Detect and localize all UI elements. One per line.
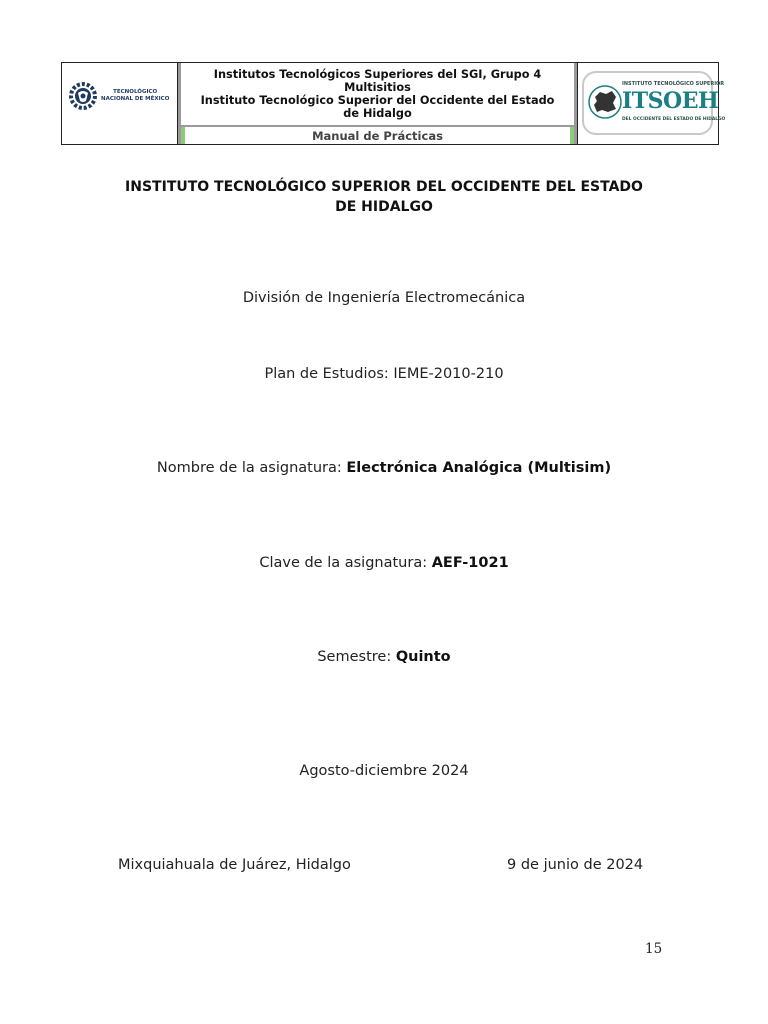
manual-subtitle: Manual de Prácticas — [181, 125, 574, 144]
subject-label: Nombre de la asignatura: — [156, 460, 347, 476]
semester-value: Quinto — [395, 649, 451, 665]
tecnm-logo-cell — [62, 63, 178, 144]
subject-key — [0, 555, 768, 571]
itsoeh-logo — [582, 71, 726, 135]
study-plan-text: Plan de Estudios: IEME-2010-210 — [264, 366, 504, 382]
header-institutions — [181, 63, 574, 125]
page-number: 15 — [645, 941, 663, 957]
tecnm-logo-text-line2: NACIONAL DE MÉXICO — [101, 96, 170, 102]
subject-value: Electrónica Analógica (Multisim) — [346, 460, 612, 476]
header-line-1: Institutos Tecnológicos Superiores del SGI, Grupo 4 — [213, 68, 542, 81]
division-text: División de Ingeniería Electromecánica — [242, 290, 526, 306]
itsoeh-logo-name: ITSOEH — [622, 88, 719, 114]
semester-label: Semestre: — [317, 649, 396, 665]
page-title-line-2: DE HIDALGO — [335, 199, 433, 215]
header-line-2: Multisitios — [344, 81, 411, 94]
state-map-icon — [588, 85, 622, 119]
tecnm-logo-text-line1: TECNOLÓGICO — [113, 89, 158, 95]
gear-icon — [68, 81, 98, 111]
header-line-3: Instituto Tecnológico Superior del Occidente del Estado — [200, 94, 555, 107]
page-title-line-1: INSTITUTO TECNOLÓGICO SUPERIOR DEL OCCIDENTE DEL ESTADO — [125, 179, 643, 195]
tecnm-logo-text — [101, 89, 169, 103]
place-text: Mixquiahuala de Juárez, Hidalgo — [118, 857, 351, 873]
subject-key-label: Clave de la asignatura: — [259, 555, 432, 571]
subject-key-value: AEF-1021 — [431, 555, 509, 571]
itsoeh-logo-top: INSTITUTO TECNOLÓGICO SUPERIOR — [622, 81, 725, 87]
period-text: Agosto-diciembre 2024 — [299, 763, 469, 779]
page-title — [110, 177, 658, 217]
itsoeh-logo-cell — [577, 63, 726, 144]
date-text: 9 de junio de 2024 — [507, 857, 644, 873]
tecnm-logo — [68, 81, 169, 111]
itsoeh-logo-bottom: DEL OCCIDENTE DEL ESTADO DE HIDALGO — [622, 117, 726, 122]
header-title-cell — [178, 63, 577, 144]
document-header — [61, 62, 726, 145]
semester — [0, 649, 768, 665]
header-line-4: de Hidalgo — [343, 107, 412, 120]
subject-name — [0, 460, 768, 476]
